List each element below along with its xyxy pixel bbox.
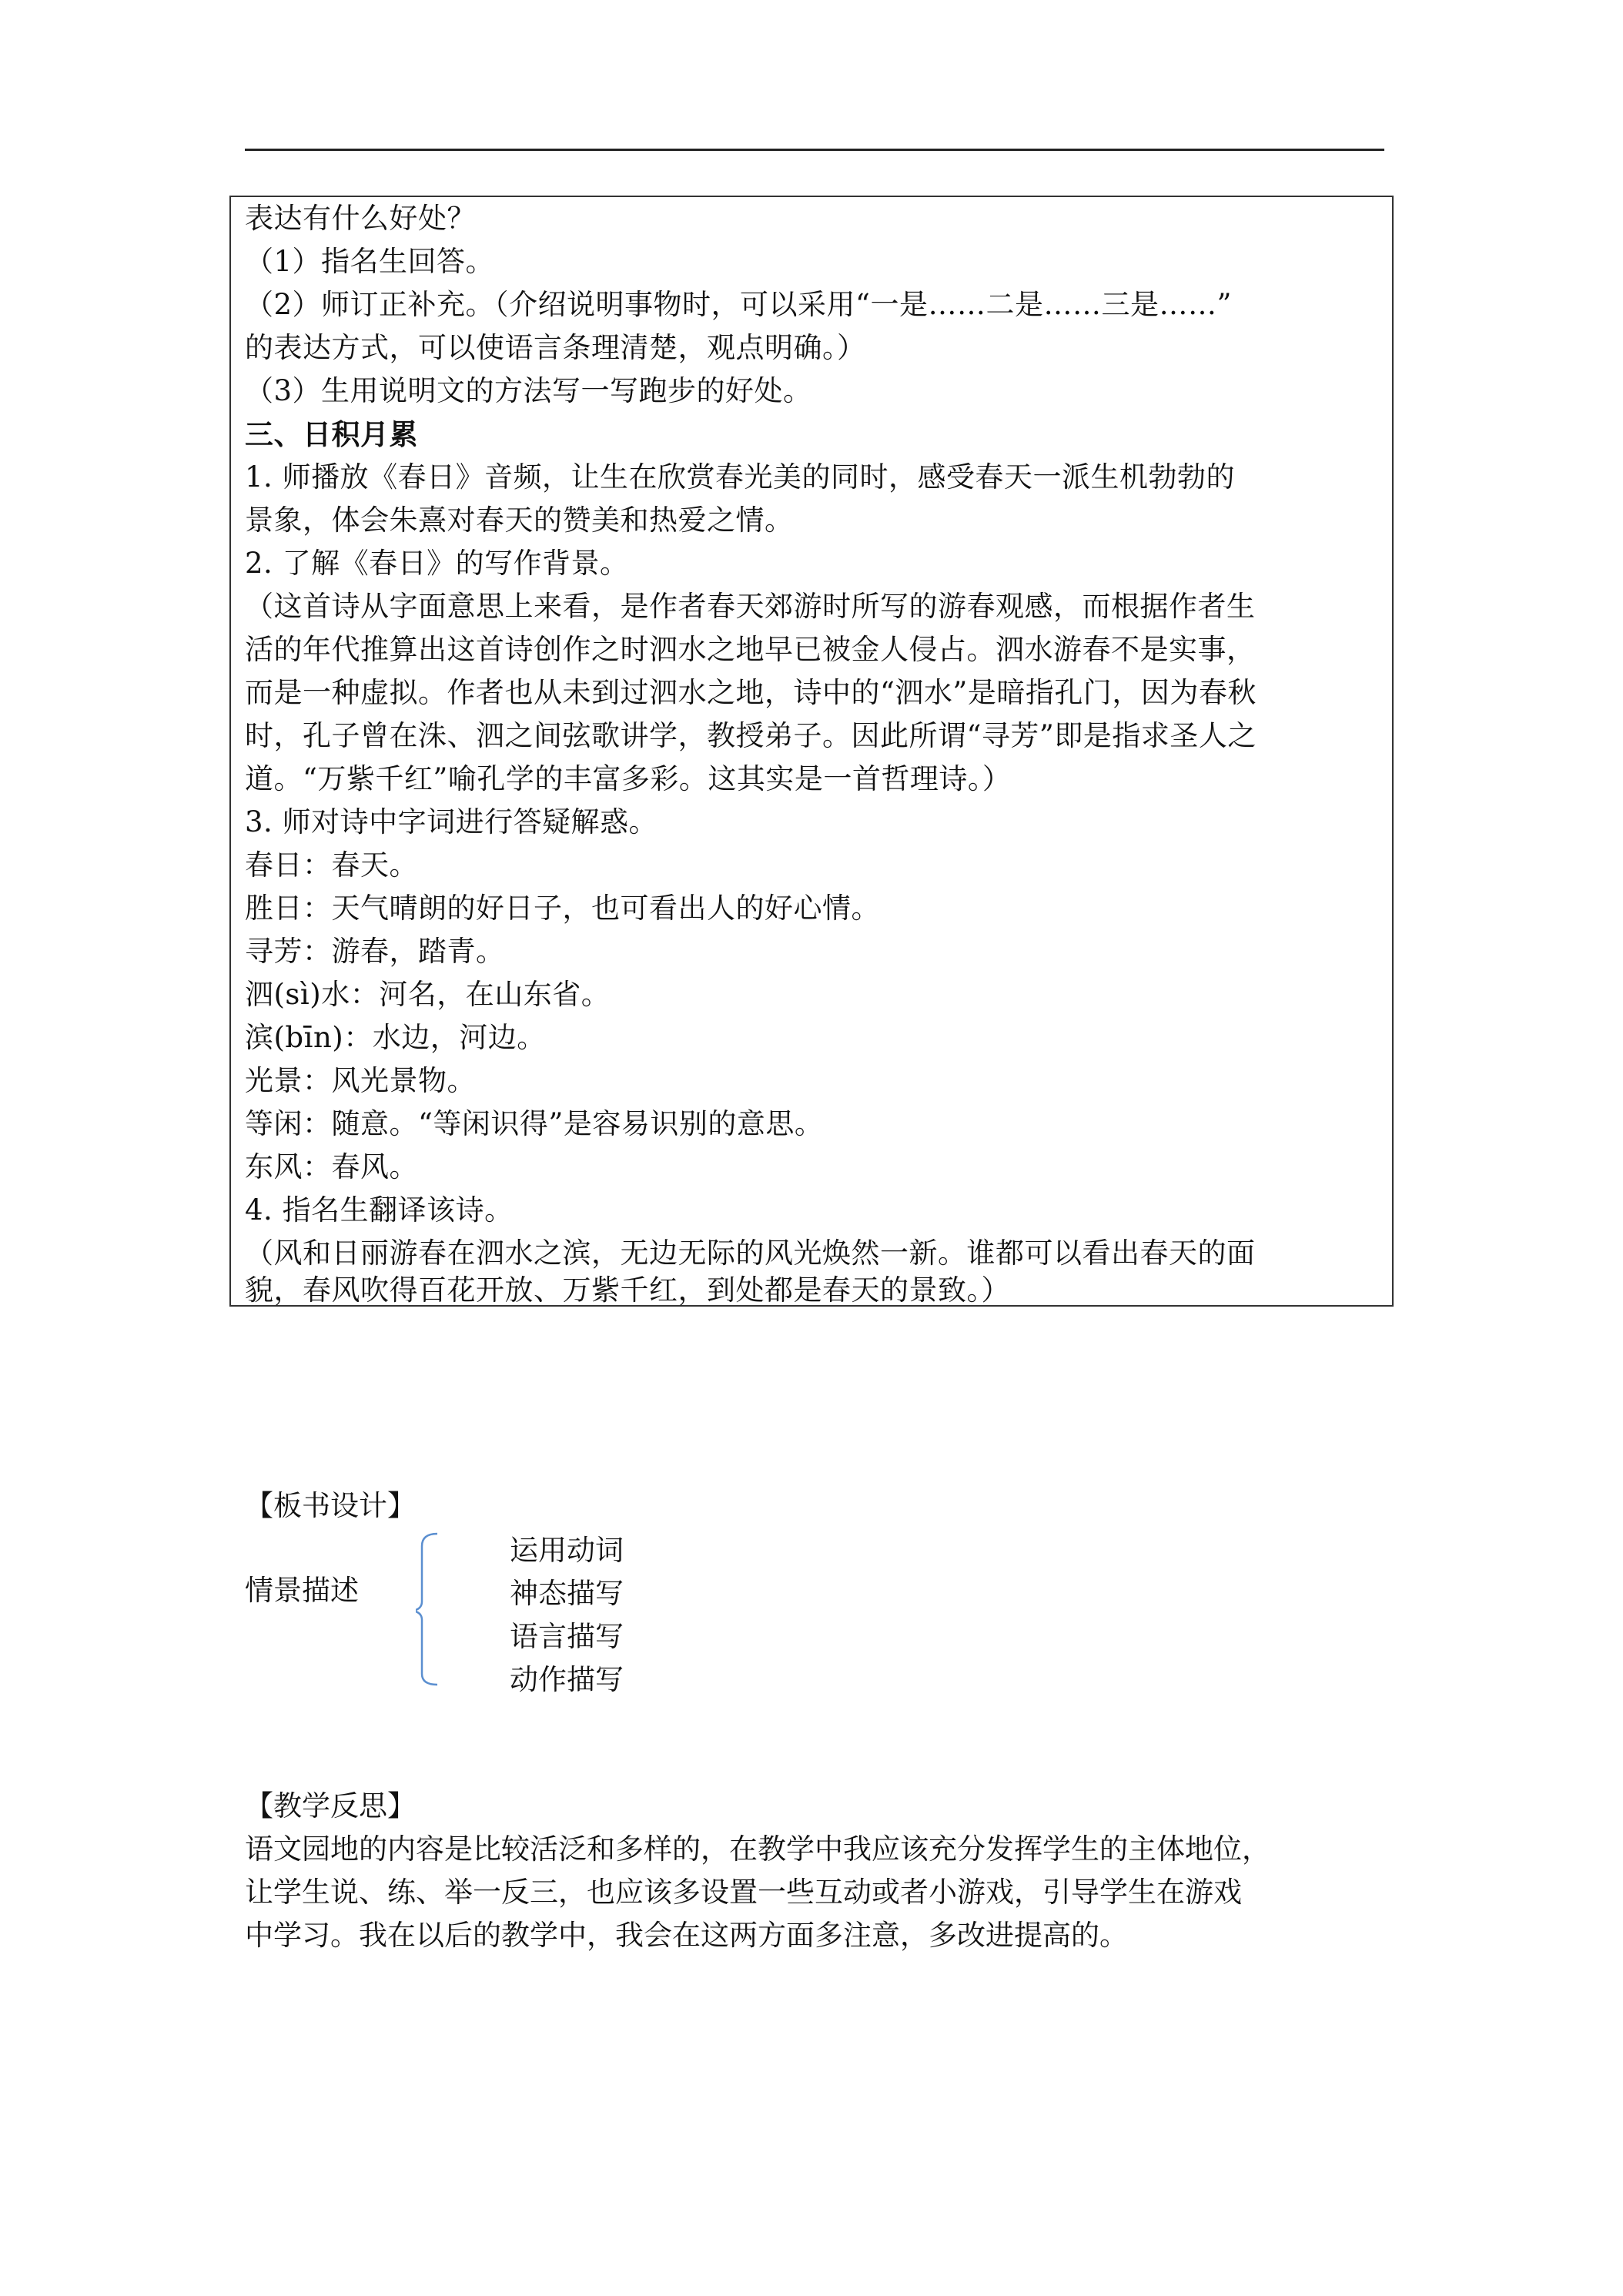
cell-line: （风和日丽游春在泗水之滨，无边无际的风光焕然一新。谁都可以看出春天的面 xyxy=(245,1237,1256,1270)
cell-line: 胜日：天气晴朗的好日子，也可看出人的好心情。 xyxy=(245,892,880,925)
cell-line: 4. 指名生翻译该诗。 xyxy=(245,1193,514,1227)
section-heading: 三、日积月累 xyxy=(245,417,418,451)
cell-line: 的表达方式，可以使语言条理清楚，观点明确。） xyxy=(245,331,866,364)
cell-line: 而是一种虚拟。作者也从未到过泗水之地，诗中的“泗水”是暗指孔门，因为春秋 xyxy=(245,676,1257,709)
cell-line: （1）指名生回答。 xyxy=(245,245,495,278)
cell-line: 表达有什么好处？ xyxy=(245,202,476,235)
reflection-paragraph xyxy=(245,1828,1392,1957)
reflection-heading: 【教学反思】 xyxy=(245,1789,416,1822)
cell-line: （3）生用说明文的方法写一写跑步的好处。 xyxy=(245,374,812,407)
cell-line: 貌，春风吹得百花开放、万紫千红，到处都是春天的景致。） xyxy=(245,1274,1010,1307)
board-design-item: 神态描写 xyxy=(510,1577,624,1610)
cell-line: 3. 师对诗中字词进行答疑解惑。 xyxy=(245,805,658,838)
curly-brace-icon xyxy=(416,1532,470,1686)
cell-line: 滨(bīn)：水边，河边。 xyxy=(245,1021,546,1054)
board-design-item: 运用动词 xyxy=(510,1534,624,1567)
cell-line: 泗(sì)水：河名，在山东省。 xyxy=(245,978,611,1011)
cell-line: （2）师订正补充。（介绍说明事物时，可以采用“一是……二是……三是……” xyxy=(245,288,1232,321)
cell-line: 等闲：随意。“等闲识得”是容易识别的意思。 xyxy=(245,1107,824,1140)
page-header-rule xyxy=(245,149,1384,151)
cell-line: 2. 了解《春日》的写作背景。 xyxy=(245,547,629,580)
board-design-item: 语言描写 xyxy=(510,1620,624,1653)
cell-line: 时，孔子曾在洙、泗之间弦歌讲学，教授弟子。因此所谓“寻芳”即是指求圣人之 xyxy=(245,719,1257,752)
cell-line: 春日：春天。 xyxy=(245,848,418,882)
cell-line: 景象，体会朱熹对春天的赞美和热爱之情。 xyxy=(245,504,794,537)
cell-line: 道。“万紫千红”喻孔学的丰富多彩。这其实是一首哲理诗。） xyxy=(245,762,1012,795)
reflection-line: 语文园地的内容是比较活泛和多样的，在教学中我应该充分发挥学生的主体地位， xyxy=(245,1832,1270,1866)
reflection-line: 中学习。我在以后的教学中，我会在这两方面多注意，多改进提高的。 xyxy=(245,1919,1128,1952)
board-design-item: 动作描写 xyxy=(510,1663,624,1696)
cell-line: 东风：春风。 xyxy=(245,1150,418,1183)
cell-line: 寻芳：游春，踏青。 xyxy=(245,935,505,968)
cell-line: （这首诗从字面意思上来看，是作者春天郊游时所写的游春观感，而根据作者生 xyxy=(245,590,1256,623)
cell-line: 光景：风光景物。 xyxy=(245,1064,476,1097)
reflection-line: 让学生说、练、举一反三，也应该多设置一些互动或者小游戏，引导学生在游戏 xyxy=(245,1876,1242,1909)
board-design-heading: 【板书设计】 xyxy=(245,1489,416,1522)
cell-line: 活的年代推算出这首诗创作之时泗水之地早已被金人侵占。泗水游春不是实事， xyxy=(245,633,1256,666)
cell-line: 1. 师播放《春日》音频，让生在欣赏春光美的同时，感受春天一派生机勃勃的 xyxy=(245,460,1236,494)
board-design-label: 情景描述 xyxy=(245,1574,359,1607)
